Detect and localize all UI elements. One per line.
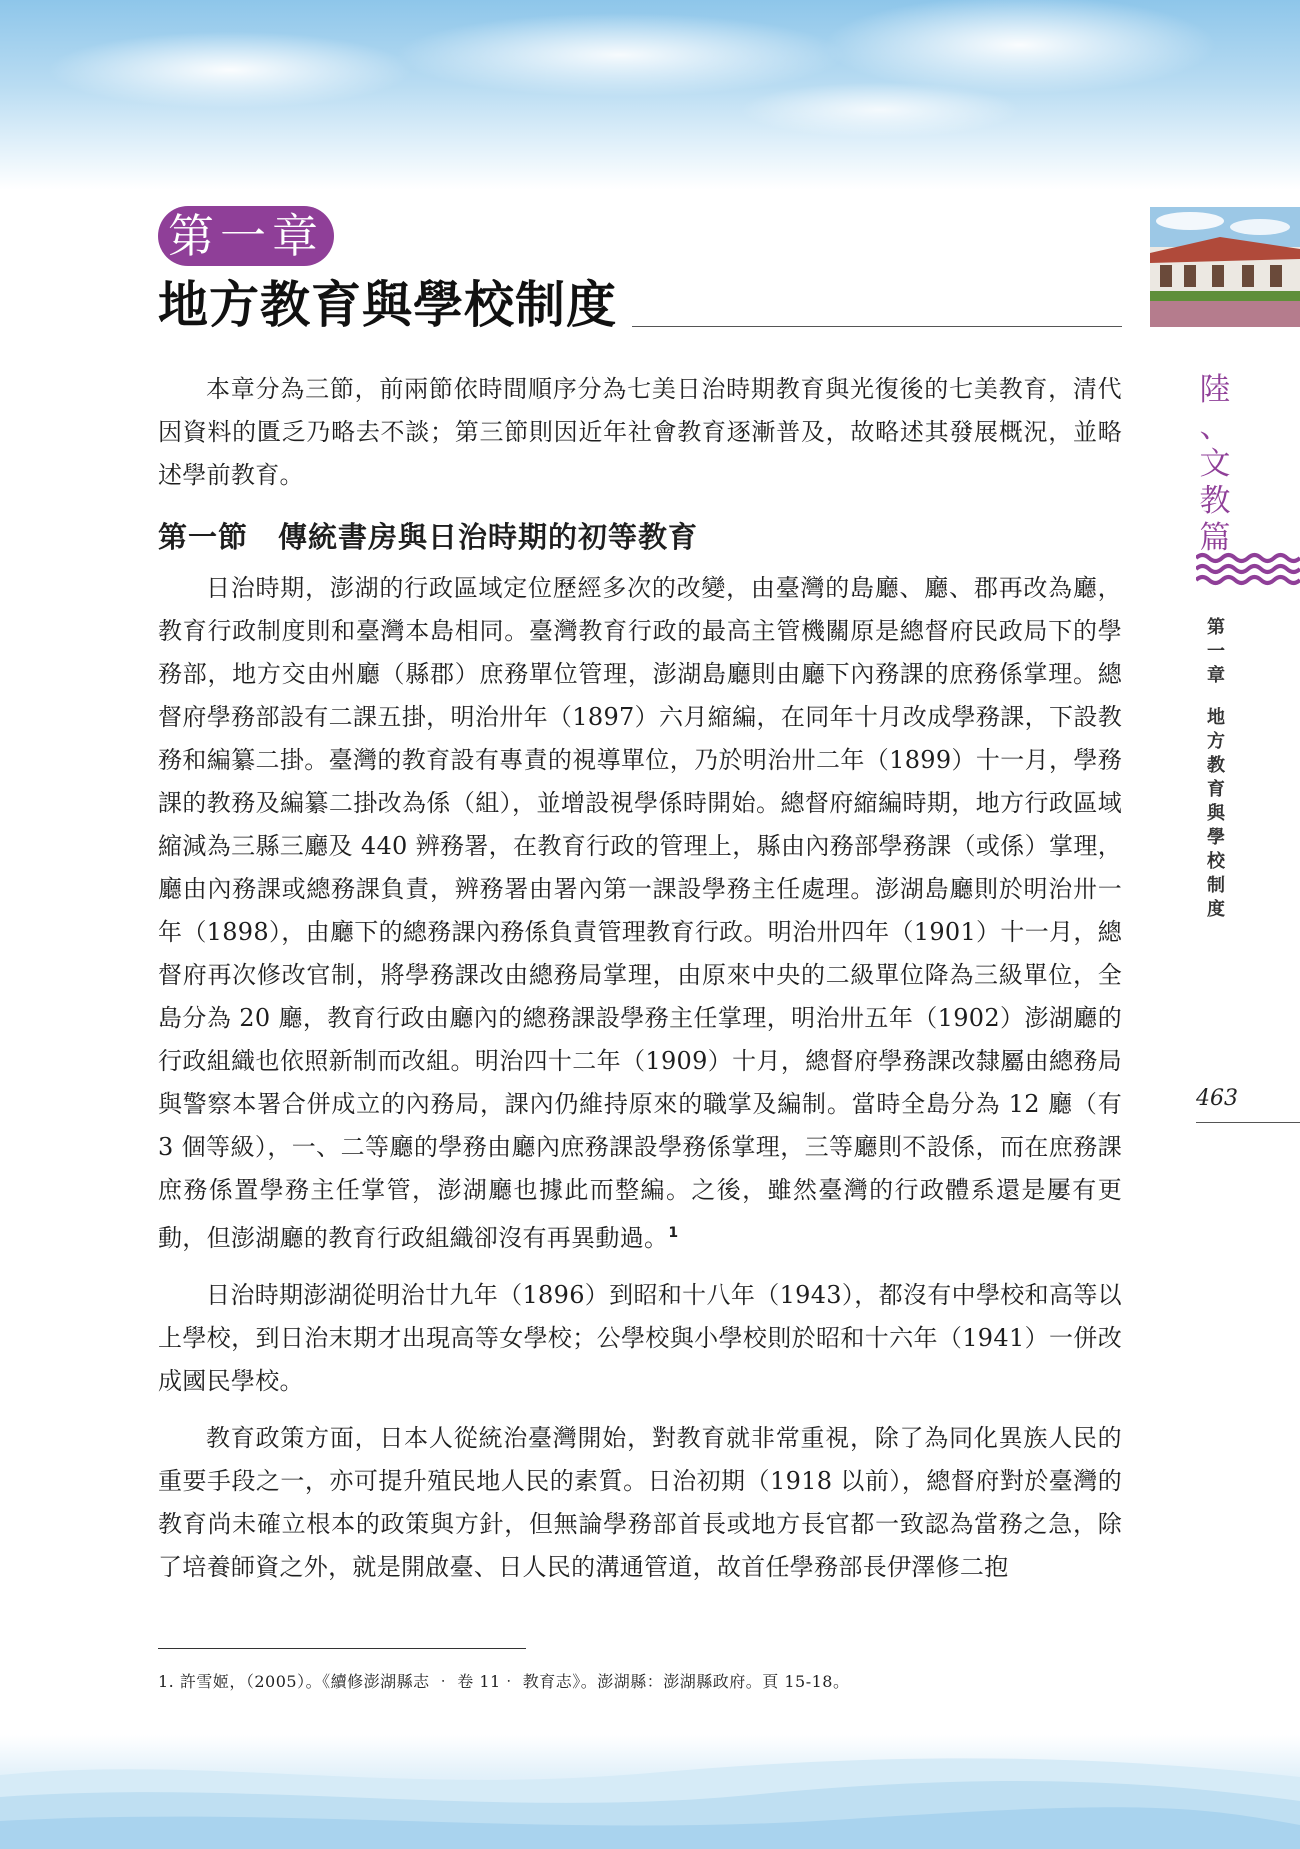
section-heading: 第一節 傳統書房與日治時期的初等教育 — [158, 520, 699, 554]
body-paragraph-3: 教育政策方面，日本人從統治臺灣開始，對教育就非常重視，除了為同化異族人民的重要手段之一，亦可提升殖民地人民的素質。日治初期（1918 以前），總督府對於臺灣的教育尚未確立根本的政策與方針，但無論學務部首長或地方長官都一致認為當務之急，除了培養師資之外，就是開啟臺、日人民的溝通管道，故首任學務部長伊澤修二抱 — [158, 1424, 1122, 1581]
chapter-char: 第 — [1207, 617, 1225, 638]
section-char: 教 — [1199, 483, 1231, 519]
chapter-title-char: 制 — [1207, 875, 1225, 896]
chapter-title-char: 方 — [1207, 731, 1225, 752]
sea-footer-decoration — [0, 1735, 1300, 1849]
section-char: 陸 — [1199, 372, 1231, 408]
chapter-title-char: 校 — [1207, 851, 1225, 872]
chapter-title-char: 教 — [1207, 755, 1225, 776]
chapter-title-char: 度 — [1207, 899, 1225, 920]
page-number-rule — [1196, 1122, 1300, 1123]
footnote-rule — [158, 1648, 526, 1649]
section-char: 文 — [1199, 446, 1231, 482]
section-char: 篇 — [1199, 520, 1231, 556]
building-photo — [1150, 207, 1300, 327]
intro-paragraph: 本章分為三節，前兩節依時間順序分為七美日治時期教育與光復後的七美教育，清代因資料的匱乏乃略去不談；第三節則因近年社會教育逐漸普及，故略述其發展概況，並略述學前教育。 — [158, 375, 1122, 489]
main-text — [158, 368, 1122, 1589]
section-label-vertical — [1190, 372, 1240, 557]
chapter-title-char: 與 — [1207, 803, 1225, 824]
body-paragraph-1-text: 日治時期，澎湖的行政區域定位歷經多次的改變，由臺灣的島廳、廳、郡再改為廳，教育行政制度則和臺灣本島相同。臺灣教育行政的最高主管機關原是總督府民政局下的學務部，地方交由州廳（縣郡）庶務單位管理，澎湖島廳則由廳下內務課的庶務係掌理。總督府學務部設有二課五掛，明治卅年（1897）六月縮編，在同年十月改成學務課，下設教務和編纂二掛。臺灣的教育設有專責的視導單位，乃於明治卅二年（1899）十一月，學務課的教務及編纂二掛改為係（組），並增設視學係時開始。總督府縮編時期，地方行政區域縮減為三縣三廳及 440 辨務署，在教育行政的管理上，縣由內務部學務課（或係）掌理，廳由內務課或總務課負責，辨務署由署內第一課設學務主任處理。澎湖島廳則於明治卅一年（1898），由廳下的總務課內務係負責管理教育行政。明治卅四年（1901）十一月，總督府再次修改官制，將學務課改由總務局掌理，由原來中央的二級單位降為三級單位，全島分為 20 廳，教育行政由廳內的總務課設學務主任掌理，明治卅五年（1902）澎湖廳的行政組織也依照新制而改組。明治四十二年（1909）十月，總督府學務課改隸屬由總務局與警察本署合併成立的內務局，課內仍維持原來的職掌及編制。當時全島分為 12 廳（有 3 個等級），一、二等廳的學務由廳內庶務課設學務係掌理，三等廳則不設係，而在庶務課庶務係置學務主任掌管，澎湖廳也據此而整編。之後，雖然臺灣的行政體系還是屢有更動，但澎湖廳的教育行政組織卻沒有再異動過。 — [158, 574, 1122, 1252]
title-rule — [632, 326, 1122, 327]
wave-ornament-icon — [1196, 552, 1300, 592]
footnote: 1. 許雪姬，（2005）。《續修澎湖縣志 ‧ 卷 11‧ 教育志》。澎湖縣：澎湖縣政府。頁 15-18。 — [158, 1672, 850, 1691]
body-paragraph-2: 日治時期澎湖從明治廿九年（1896）到昭和十八年（1943），都沒有中學校和高等以上學校，到日治末期才出現高等女學校；公學校與小學校則於昭和十六年（1941）一併改成國民學校。 — [158, 1281, 1122, 1395]
body-paragraph-1 — [158, 567, 1122, 1260]
footnote-reference[interactable]: 1 — [668, 1225, 679, 1241]
chapter-char: 一 — [1207, 641, 1225, 662]
section-char: 、 — [1199, 409, 1231, 445]
chapter-char: 章 — [1207, 665, 1225, 686]
chapter-title-char: 育 — [1207, 779, 1225, 800]
chapter-label-vertical — [1196, 616, 1236, 922]
page-number: 463 — [1196, 1086, 1238, 1111]
chapter-title: 地方教育與學校制度 — [158, 275, 617, 334]
chapter-title-char: 學 — [1207, 827, 1225, 848]
sky-banner — [0, 0, 1300, 190]
chapter-title-char: 地 — [1207, 707, 1225, 728]
chapter-badge: 第一章 — [158, 206, 334, 266]
